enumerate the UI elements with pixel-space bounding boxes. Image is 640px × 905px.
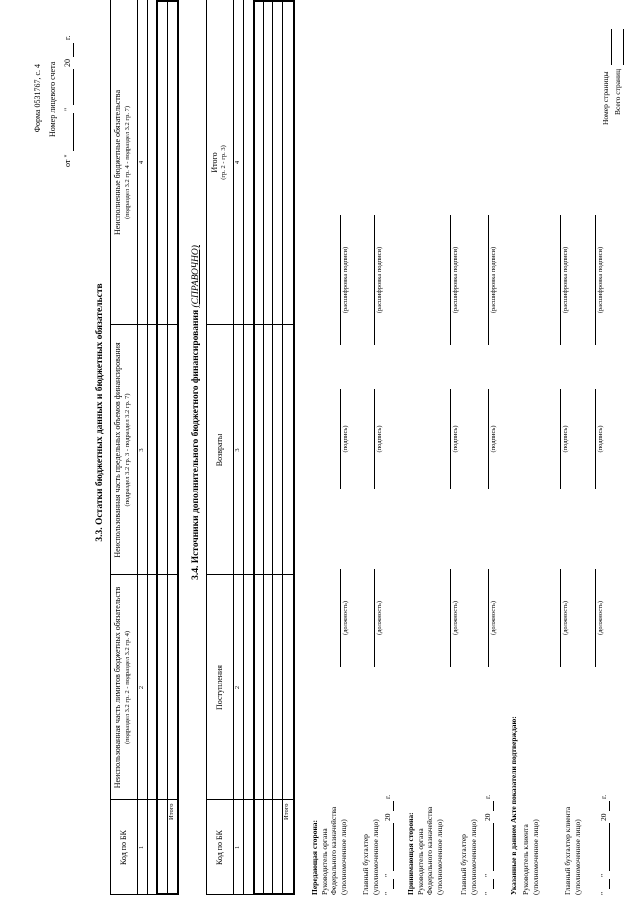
confirmation-title: Указанные в данном Акте показатели подтверждаю: bbox=[509, 716, 518, 895]
table-33 bbox=[110, 0, 182, 905]
col-total-header: Итого bbox=[210, 152, 219, 173]
receiving-chief-decoding-caption: (расшифровка подписи) bbox=[490, 246, 497, 314]
client-chief-decoding-caption: (расшифровка подписи) bbox=[597, 246, 604, 314]
transferring-head-line-2: Федерального казначейства bbox=[329, 806, 338, 895]
col-receipts-header: Поступления bbox=[215, 665, 224, 710]
col-returns-header: Возвраты bbox=[215, 433, 224, 467]
receiving-chief-line-1: Главный бухгалтер bbox=[459, 834, 468, 895]
col-unfulfilled-obligations-header: Неисполненные бюджетные обязательства bbox=[113, 89, 122, 236]
receiving-date-suffix: г. bbox=[483, 794, 492, 799]
receiving-chief-line-2: (уполномоченное лицо) bbox=[469, 819, 478, 895]
transferring-date-suffix: г. bbox=[383, 794, 392, 799]
client-chief-line-1: Главный бухгалтер клиента bbox=[563, 806, 572, 895]
client-chief-signature-caption: (подпись) bbox=[597, 425, 604, 453]
header-date-year: 20 bbox=[63, 59, 72, 67]
header-date-prefix: от " bbox=[63, 154, 72, 167]
transferring-chief-decoding-caption: (расшифровка подписи) bbox=[376, 246, 383, 314]
receiving-chief-signature-caption: (подпись) bbox=[490, 425, 497, 453]
transferring-date-year: 20 bbox=[383, 813, 392, 821]
section-34-title: 3.4. Источники дополнительного бюджетного финансирования (СПРАВОЧНО) bbox=[191, 245, 201, 580]
col-unfulfilled-obligations-formula: (подраздел 3.2 гр. 4 - подраздел 3.2 гр. 7) bbox=[124, 105, 131, 220]
transferring-side-title: Передающая сторона: bbox=[310, 819, 319, 895]
transferring-chief-line-1: Главный бухгалтер bbox=[361, 834, 370, 895]
client-date-quote-close: " bbox=[599, 873, 608, 877]
page-number-label: Номер страницы bbox=[601, 71, 610, 125]
col-number-1: 1 bbox=[138, 845, 145, 850]
client-head-decoding-caption: (расшифровка подписи) bbox=[562, 246, 569, 314]
receiving-head-line-1: Руководитель органа bbox=[416, 828, 425, 895]
col-kbk-header: Код по БК bbox=[119, 830, 128, 865]
account-number-label: Номер лицевого счета bbox=[48, 61, 57, 137]
section-34-title-reference-note: (СПРАВОЧНО) bbox=[191, 245, 201, 308]
client-chief-position-caption: (должность) bbox=[597, 600, 604, 636]
table-34-total-label: Итого bbox=[283, 803, 290, 820]
section-33-title: 3.3. Остатки бюджетных данных и бюджетных обязательств bbox=[95, 283, 105, 542]
table-33-total-label: Итого bbox=[168, 803, 175, 820]
col-unused-limits-formula: (подраздел 3.2 гр. 2 - подраздел 3.2 гр. 4) bbox=[124, 630, 131, 745]
col-number-2: 2 bbox=[138, 685, 145, 690]
receiving-date-quote-close: " bbox=[483, 873, 492, 877]
transferring-head-line-1: Руководитель органа bbox=[320, 828, 329, 895]
receiving-head-line-3: (уполномоченное лицо) bbox=[435, 819, 444, 895]
client-date-quote-open: " bbox=[599, 891, 608, 895]
client-chief-line-2: (уполномоченное лицо) bbox=[573, 819, 582, 895]
col-number-4: 4 bbox=[138, 160, 145, 165]
total-pages-label: Всего страниц bbox=[613, 68, 622, 115]
receiving-head-position-caption: (должность) bbox=[452, 600, 459, 636]
col-unused-financing-formula: (подраздел 3.2 гр. 3 - подраздел 3.2 гр. 7) bbox=[124, 393, 131, 507]
transferring-chief-signature-caption: (подпись) bbox=[376, 425, 383, 453]
client-head-line-2: (уполномоченное лицо) bbox=[531, 819, 540, 895]
form-code: Форма 0531767, с. 4 bbox=[33, 64, 42, 133]
receiving-head-line-2: Федерального казначейства bbox=[425, 806, 434, 895]
receiving-head-decoding-caption: (расшифровка подписи) bbox=[452, 246, 459, 314]
transferring-head-decoding-caption: (расшифровка подписи) bbox=[342, 246, 349, 314]
transferring-chief-position-caption: (должность) bbox=[376, 600, 383, 636]
receiving-head-signature-caption: (подпись) bbox=[452, 425, 459, 453]
receiving-chief-position-caption: (должность) bbox=[490, 600, 497, 636]
col-number-34-4: 4 bbox=[234, 160, 241, 165]
client-head-signature-caption: (подпись) bbox=[562, 425, 569, 453]
col-unused-financing-header: Неиспользованная часть предельных объемов финансирования bbox=[113, 342, 122, 558]
client-head-line-1: Руководитель клиента bbox=[521, 824, 530, 895]
col-unused-limits-header: Неиспользованная часть лимитов бюджетных обязательств bbox=[113, 586, 122, 789]
transferring-chief-line-2: (уполномоченное лицо) bbox=[371, 819, 380, 895]
header-date-suffix: г. bbox=[63, 35, 72, 40]
client-date-year: 20 bbox=[599, 813, 608, 821]
col-number-34-3: 3 bbox=[234, 448, 241, 452]
transferring-date-quote-close: " bbox=[383, 873, 392, 877]
transferring-date-quote-open: " bbox=[383, 891, 392, 895]
col-number-34-1: 1 bbox=[234, 845, 241, 850]
col-total-formula: (гр. 2 - гр. 3) bbox=[220, 145, 227, 180]
col-kbk-header-34: Код по БК bbox=[215, 830, 224, 865]
client-date-suffix: г. bbox=[599, 794, 608, 799]
receiving-date-year: 20 bbox=[483, 813, 492, 821]
col-number-3: 3 bbox=[138, 448, 145, 452]
header-date-quote: " bbox=[63, 107, 72, 111]
transferring-head-line-3: (уполномоченное лицо) bbox=[339, 819, 348, 895]
receiving-side-title: Принимающая сторона: bbox=[406, 812, 415, 895]
table-34 bbox=[206, 0, 306, 905]
transferring-head-position-caption: (должность) bbox=[342, 600, 349, 636]
receiving-date-quote-open: " bbox=[483, 891, 492, 895]
col-number-34-2: 2 bbox=[234, 685, 241, 690]
client-head-position-caption: (должность) bbox=[562, 600, 569, 636]
transferring-head-signature-caption: (подпись) bbox=[342, 425, 349, 453]
